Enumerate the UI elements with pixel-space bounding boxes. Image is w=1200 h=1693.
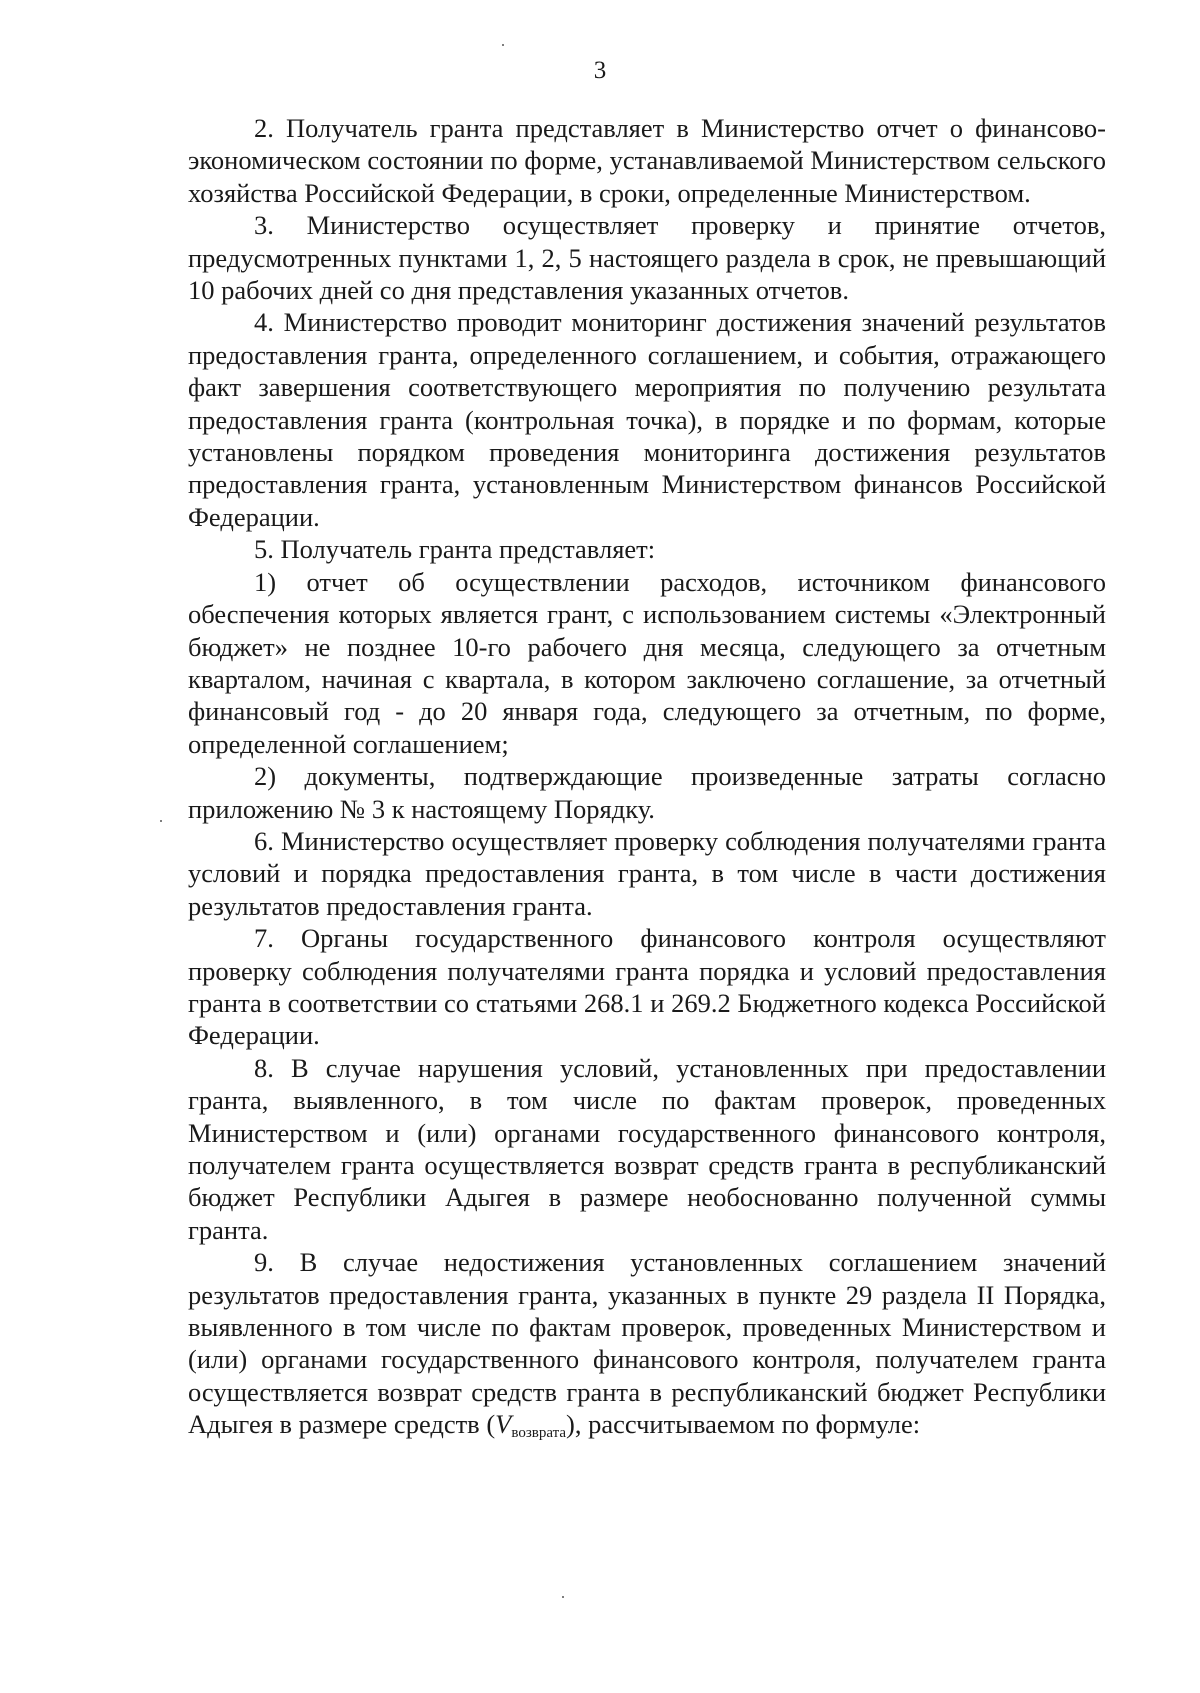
paragraph-2: 2. Получатель гранта представляет в Министерство отчет о финансово-экономическом состоянии по форме, устанавливаемой Министерством сельского хозяйства Российской Федерации, в сроки, определенные Министерством. [188, 113, 1106, 208]
paragraph-5-item-2: 2) документы, подтверждающие произведенные затраты согласно приложению № 3 к настоящему Порядку. [188, 761, 1106, 824]
paragraph-8: 8. В случае нарушения условий, установленных при предоставлении гранта, выявленного, в том числе по фактам проверок, проведенных Министерством и (или) органами государственного финансового контроля, получателем гранта осуществляется возврат средств гранта в республиканский бюджет Республики Адыгея в размере необоснованно полученной суммы гранта. [188, 1052, 1106, 1245]
paragraph-4: 4. Министерство проводит мониторинг достижения значений результатов предоставления гранта, определенного соглашением, и события, отражающего факт завершения соответствующего мероприятия по получению результата предоставления гранта (контрольная точка), в порядке и по формам, которые установлены порядком проведения мониторинга достижения результатов предоставления гранта, установленным Министерством финансов Российской Федерации. [188, 307, 1106, 532]
paragraph-6: 6. Министерство осуществляет проверку соблюдения получателями гранта условий и порядка предоставления гранта, в том числе в части достижения результатов предоставления гранта. [188, 825, 1106, 921]
paragraph-3: 3. Министерство осуществляет проверку и принятие отчетов, предусмотренных пунктами 1, 2, 5 настоящего раздела в срок, не превышающий 10 рабочих дней со дня представления указанных отчетов. [188, 210, 1106, 306]
scan-speck [502, 44, 504, 46]
paragraph-5: 5. Получатель гранта представляет: [254, 534, 656, 565]
formula-variable: V [495, 1409, 512, 1440]
paragraph-7: 7. Органы государственного финансового контроля осуществляют проверку соблюдения получателями гранта порядка и условий предоставления гранта в соответствии со статьями 268.1 и 269.2 Бюджетного кодекса Российской Федерации. [188, 923, 1106, 1051]
document-body [188, 112, 1106, 1450]
formula-subscript: возврата [511, 1425, 566, 1442]
paragraph-9 [188, 1246, 1106, 1449]
paragraph-5-item-1: 1) отчет об осуществлении расходов, источником финансового обеспечения которых является грант, с использованием системы «Электронный бюджет» не позднее 10-го рабочего дня месяца, следующего за отчетным кварталом, начиная с квартала, в котором заключено соглашение, за отчетный финансовый год - до 20 января года, следующего за отчетным, по форме, определенной соглашением; [188, 566, 1106, 759]
scan-speck [160, 820, 162, 822]
scan-speck [562, 1596, 564, 1598]
page-number: 3 [593, 57, 607, 84]
paragraph-9-text-before: 9. В случае недостижения установленных соглашением значений результатов предоставления гранта, указанных в пункте 29 раздела II Порядка, выявленного в том числе по фактам проверок, проведенных Министерством и (или) органами государственного финансового контроля, получателем гранта осуществляется возврат средств гранта в республиканский бюджет Республики Адыгея в размере средств ( [188, 1247, 1106, 1440]
paragraph-9-text-after: ), рассчитываемом по формуле: [566, 1409, 921, 1440]
